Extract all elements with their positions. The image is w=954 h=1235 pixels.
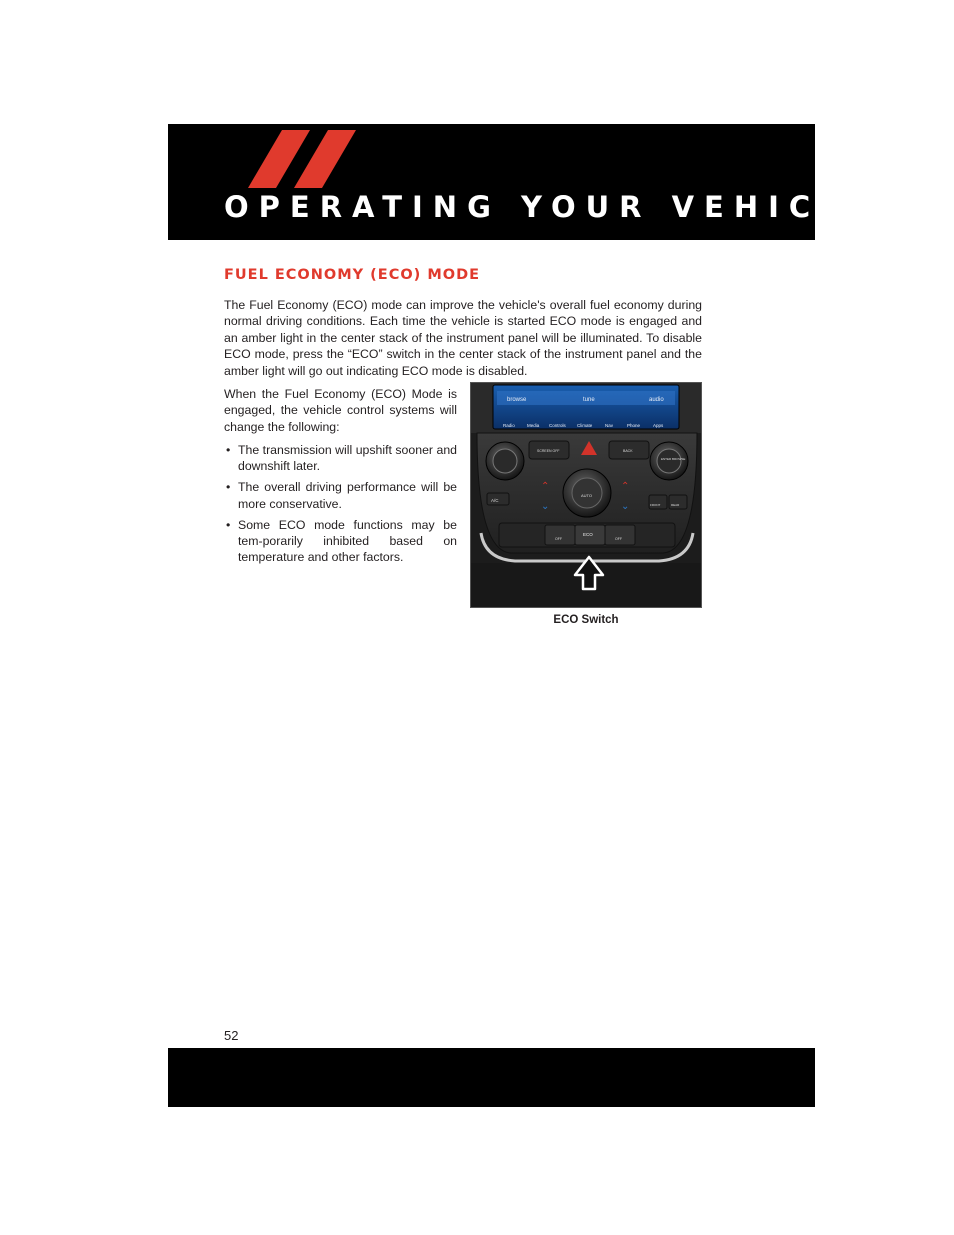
- esc-off-label: OFF: [615, 537, 622, 541]
- eco-label: ECO: [583, 532, 593, 537]
- page-number: 52: [224, 1028, 239, 1043]
- footer-band: [168, 1048, 815, 1107]
- chapter-title: OPERATING YOUR VEHICLE: [224, 190, 879, 224]
- screen-apps-label: Apps: [653, 423, 664, 428]
- ac-label: A/C: [491, 498, 499, 503]
- list-item: • The overall driving performance will be more conservative.: [224, 479, 457, 512]
- park-off-label: OFF: [555, 537, 562, 541]
- screen-off-label: SCREEN OFF: [537, 449, 560, 453]
- screen-radio-label: Radio: [503, 423, 515, 428]
- down-arrow-left-icon: ⌄: [541, 501, 550, 512]
- changes-list: [224, 442, 457, 570]
- esc-switch: [605, 525, 635, 545]
- screen-nav-label: Nav: [605, 423, 614, 428]
- screen-climate-label: Climate: [577, 423, 593, 428]
- racing-stripes-icon: [248, 130, 360, 188]
- chapter-header: [168, 124, 879, 240]
- up-arrow-right-icon: ⌃: [621, 481, 630, 492]
- auto-label: AUTO: [581, 493, 593, 498]
- back-label: BACK: [623, 449, 633, 453]
- down-arrow-right-icon: ⌄: [621, 501, 630, 512]
- section-heading: FUEL ECONOMY (ECO) MODE: [224, 267, 481, 283]
- intro-paragraph: The Fuel Economy (ECO) mode can improve the vehicle's overall fuel economy during normal driving conditions. Each time the vehicle is started ECO mode is engaged and an amber light in the center stack of the instrument panel will be illuminated. To disable ECO mode, press the “ECO” switch in the center stack of the instrument panel and the amber light will go out indicating ECO mode is disabled.: [224, 298, 702, 378]
- front-defrost-label: FRONT: [650, 503, 661, 507]
- screen-controls-label: Controls: [549, 423, 566, 428]
- screen-tune-label: tune: [583, 397, 595, 403]
- list-item: • Some ECO mode functions may be tem-porarily inhibited based on temperature and other factors.: [224, 517, 457, 566]
- figure-caption: ECO Switch: [553, 614, 619, 626]
- screen-media-label: Media: [527, 423, 540, 428]
- lead-paragraph: When the Fuel Economy (ECO) Mode is engaged, the vehicle control systems will change the following:: [224, 387, 457, 434]
- park-assist-switch: [545, 525, 575, 545]
- screen-phone-label: Phone: [627, 423, 641, 428]
- rear-defrost-label: REAR: [671, 503, 680, 507]
- screen-browse-label: browse: [507, 397, 527, 403]
- eco-switch-photo: [470, 382, 702, 608]
- screen-audio-label: audio: [649, 397, 664, 403]
- enter-browse-label: ENTER BROWSE: [661, 457, 686, 461]
- up-arrow-left-icon: ⌃: [541, 481, 550, 492]
- list-item: • The transmission will upshift sooner and downshift later.: [224, 442, 457, 475]
